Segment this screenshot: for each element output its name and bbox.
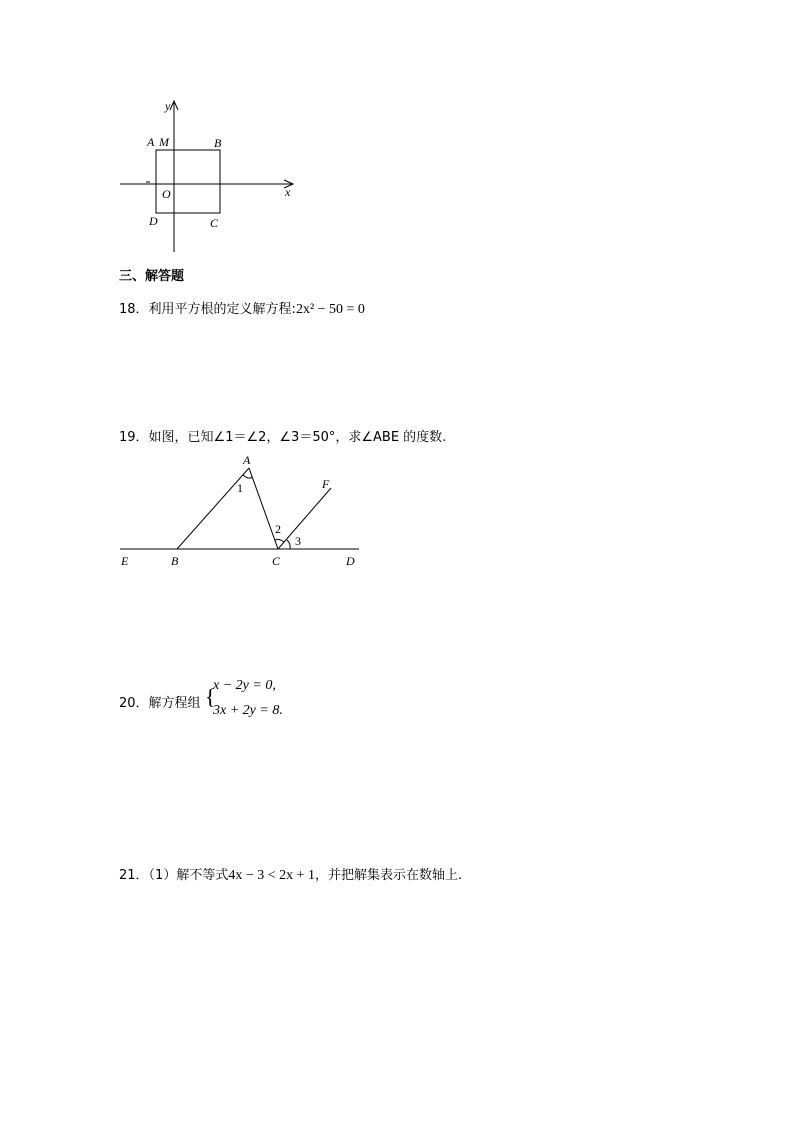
label-c: C: [272, 554, 281, 568]
inequality: 4x − 3 < 2x + 1: [228, 868, 316, 883]
label-c: C: [210, 216, 219, 230]
angle-2-arc: [275, 539, 284, 542]
question-19: [119, 426, 446, 445]
label-b: B: [171, 554, 179, 568]
label-angle-3: 3: [295, 534, 301, 548]
label-a: A: [147, 135, 155, 149]
section-title: 三、解答题: [119, 269, 185, 284]
angle-3-arc: [287, 540, 290, 549]
label-d: D: [149, 214, 158, 228]
angle-figure: [115, 450, 375, 575]
label-angle-1: 1: [237, 481, 243, 495]
question-text: 利用平方根的定义解方程:: [148, 302, 296, 317]
question-text: （1）解不等式: [148, 868, 229, 883]
label-m: M: [159, 135, 169, 149]
label-d: D: [346, 554, 355, 568]
question-21: [119, 864, 462, 884]
system-brace: {: [205, 684, 216, 709]
question-text: 解方程组: [148, 696, 201, 711]
question-text: 如图，已知∠1＝∠2，∠3＝50°，求∠ABE 的度数.: [148, 430, 447, 445]
question-number: 18．: [119, 302, 149, 317]
square-abcd: [156, 150, 220, 213]
ray-cf: [278, 488, 331, 549]
label-y: y: [165, 99, 171, 113]
label-angle-2: 2: [275, 522, 281, 536]
label-b: B: [214, 136, 222, 150]
question-18: [119, 298, 365, 318]
segment-ac: [249, 468, 278, 549]
question-number: 21．: [119, 868, 149, 883]
equation-1: x − 2y = 0,: [213, 678, 276, 693]
equation-2: 3x + 2y = 8.: [213, 703, 283, 718]
label-f: F: [322, 477, 330, 491]
label-o: O: [162, 187, 171, 201]
question-number: 19．: [119, 430, 149, 445]
coordinate-figure: [110, 95, 310, 255]
question-number: 20．: [119, 696, 149, 711]
label-a: A: [243, 453, 251, 467]
label-e: E: [121, 554, 129, 568]
question-text-2: ，并把解集表示在数轴上.: [315, 868, 463, 883]
label-x: x: [285, 185, 291, 199]
question-20: [119, 692, 201, 711]
angle-1-arc: [243, 475, 252, 478]
equation: 2x² − 50 = 0: [295, 302, 365, 317]
